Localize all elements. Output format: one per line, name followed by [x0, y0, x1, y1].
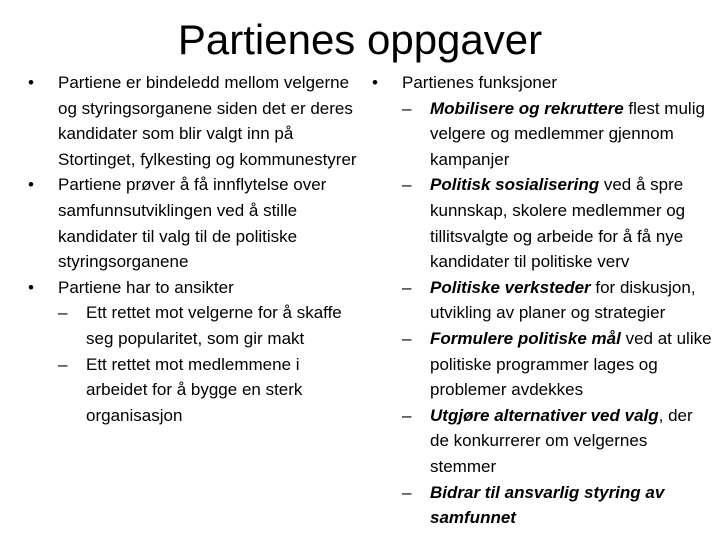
bullet-icon: •	[28, 73, 34, 92]
function-term: Formulere politiske mål	[430, 328, 621, 348]
function-item	[402, 275, 712, 326]
dash-icon: –	[402, 277, 412, 297]
function-item	[402, 480, 712, 531]
left-subitem-2	[58, 352, 358, 429]
left-bullet-2	[28, 172, 358, 274]
left-subitem-2-text: Ett rettet mot medlemmene i arbeidet for å bygge en sterk organisasjon	[86, 354, 303, 425]
function-item	[402, 172, 712, 274]
dash-icon: –	[58, 354, 68, 374]
left-column	[28, 70, 358, 428]
function-item	[402, 96, 712, 173]
dash-icon: –	[402, 98, 412, 118]
left-subitem-1	[58, 300, 358, 351]
function-description: flest mulig velgere og medlemmer gjennom kampanjer	[430, 98, 705, 169]
function-item	[402, 403, 712, 480]
dash-icon: –	[402, 175, 412, 195]
right-bullet-1	[372, 70, 712, 96]
function-description: ved at ulike politiske programmer lages og problemer avdekkes	[430, 328, 712, 400]
dash-icon: –	[402, 482, 412, 502]
dash-icon: –	[402, 405, 412, 425]
function-description: for diskusjon, utvikling av planer og strategier	[430, 277, 696, 323]
function-description: ved å spre kunnskap, skolere medlemmer og tillitsvalgte og arbeide for å få nye kandidater til politiske verv	[430, 175, 686, 272]
right-column	[372, 70, 712, 531]
function-term: Bidrar til ansvarlig styring av samfunnet	[430, 482, 665, 528]
left-bullet-1-text: Partiene er bindeledd mellom velgerne og styringsorganene siden det er deres kandidater som blir valgt inn på Stortinget, fylkesting og kommunestyrer	[58, 73, 357, 169]
function-term: Mobilisere og rekruttere	[430, 98, 624, 118]
slide-title: Partienes oppgaver	[177, 16, 543, 63]
left-sub-list	[28, 300, 358, 428]
function-term: Politisk sosialisering	[430, 175, 600, 195]
left-bullet-2-text: Partiene prøver å få innflytelse over samfunnsutviklingen ved å stille kandidater til valg til de politiske styringsorganene	[58, 175, 327, 272]
function-description: , der de konkurrerer om velgernes stemmer	[430, 405, 693, 476]
bullet-icon: •	[372, 73, 378, 92]
bullet-icon: •	[28, 277, 34, 297]
right-sub-list	[372, 96, 712, 531]
left-bullet-1	[28, 70, 358, 172]
function-item	[402, 326, 712, 403]
dash-icon: –	[58, 303, 68, 323]
left-bullet-3	[28, 275, 358, 301]
left-bullet-list	[28, 70, 358, 300]
bullet-icon: •	[28, 175, 34, 195]
function-term: Utgjøre alternativer ved valg	[430, 405, 659, 425]
right-heading-text: Partienes funksjoner	[402, 73, 557, 92]
function-term: Politiske verksteder	[430, 277, 591, 297]
dash-icon: –	[402, 328, 412, 348]
left-subitem-1-text: Ett rettet mot velgerne for å skaffe seg popularitet, som gir makt	[86, 303, 342, 348]
right-bullet-list	[372, 70, 712, 96]
left-bullet-3-text: Partiene har to ansikter	[58, 277, 234, 297]
